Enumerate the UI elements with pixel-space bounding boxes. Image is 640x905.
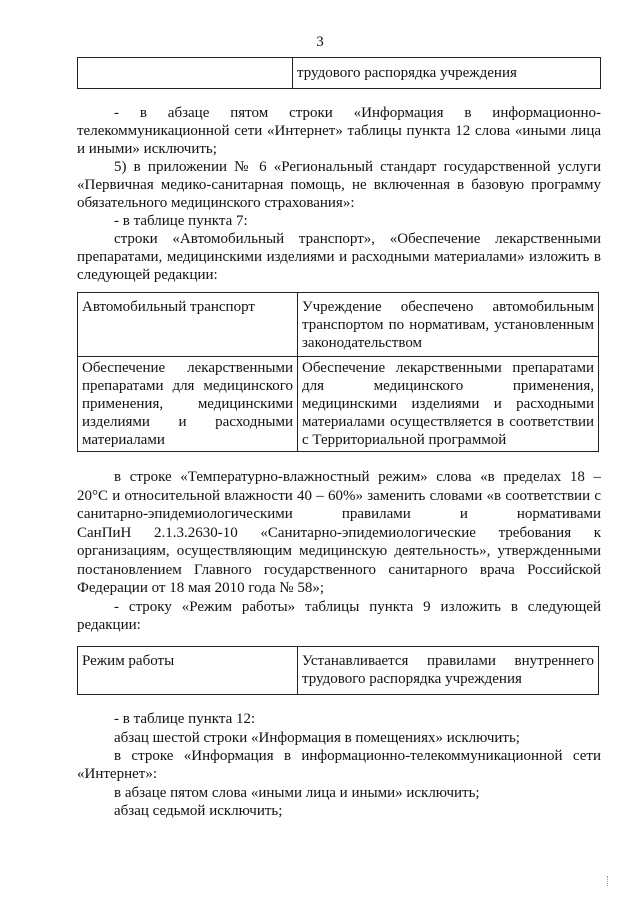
text-line: постановлением Главного государственного санитарного врача Российской xyxy=(77,562,601,578)
text-line: препаратами, медицинскими изделиями и расходными материалами» изложить в xyxy=(77,249,601,265)
text-line: обязательного медицинского страхования»: xyxy=(77,195,355,211)
paragraph: абзац шестой строки «Информация в помещениях» исключить; xyxy=(114,730,520,746)
text-line: - в абзаце пятом строки «Информация в информационно- xyxy=(114,105,601,121)
table-row xyxy=(78,293,599,357)
text-line: телекоммуникационной сети «Интернет» таблицы пункта 12 слова «иными лица xyxy=(77,123,601,139)
table-cell: Автомобильный транспорт xyxy=(78,293,298,357)
table-row xyxy=(78,647,599,695)
text-line: редакции: xyxy=(77,617,141,633)
text-line: 5) в приложении № 6 «Региональный стандарт государственной услуги xyxy=(114,159,601,175)
table-cell: Обеспечение лекарственными препаратами для медицинского применения, медицинскими изделиями и расходными материалами осуществляется в соответствии с Территориальной программой xyxy=(298,357,599,452)
text-line: в строке «Информация в информационно-телекоммуникационной сети xyxy=(114,748,601,764)
scan-mark xyxy=(607,876,612,886)
table-cell: трудового распорядка учреждения xyxy=(293,58,601,89)
standard-table xyxy=(77,292,599,452)
paragraph: абзац седьмой исключить; xyxy=(114,803,283,819)
text-line: и иными» исключить; xyxy=(77,141,217,157)
text-line: - строку «Режим работы» таблицы пункта 9 изложить в следующей xyxy=(114,599,601,615)
table-cell: Обеспечение лекарственными препаратами для медицинского применения, медицинскими изделиями и расходными материалами xyxy=(78,357,298,452)
text-line: «Интернет»: xyxy=(77,766,157,782)
table-row xyxy=(78,357,599,452)
text-line: санитарно-эпидемиологическими правилами и нормативами xyxy=(77,506,601,522)
paragraph: - в таблице пункта 12: xyxy=(114,711,256,727)
text-line: строки «Автомобильный транспорт», «Обеспечение лекарственными xyxy=(114,231,601,247)
text-line: организациям, осуществляющим медицинскую деятельность», утвержденными xyxy=(77,543,601,559)
text-line: следующей редакции: xyxy=(77,267,218,283)
text-line: Федерации от 18 мая 2010 года № 58»; xyxy=(77,580,325,596)
text-line: «Первичная медико-санитарная помощь, не включенная в базовую программу xyxy=(77,177,601,193)
page-number: 3 xyxy=(316,34,324,50)
paragraph: в абзаце пятом слова «иными лица и иными» исключить; xyxy=(114,785,480,801)
text-line: в строке «Температурно-влажностный режим» слова «в пределах 18 – xyxy=(114,469,601,485)
text-line: СанПиН 2.1.3.2630-10 «Санитарно-эпидемиологические требования к xyxy=(77,525,601,541)
table-cell: Устанавливается правилами внутреннего трудового распорядка учреждения xyxy=(298,647,599,695)
table-row xyxy=(78,58,601,89)
table-cell: Режим работы xyxy=(78,647,298,695)
work-mode-table xyxy=(77,646,599,695)
table-cell xyxy=(78,58,293,89)
paragraph: - в таблице пункта 7: xyxy=(114,213,248,229)
text-line: 20°C и относительной влажности 40 – 60%» заменить словами «в соответствии с xyxy=(77,488,601,504)
table-cell: Учреждение обеспечено автомобильным транспортом по нормативам, установленным законодательством xyxy=(298,293,599,357)
top-table xyxy=(77,57,601,89)
